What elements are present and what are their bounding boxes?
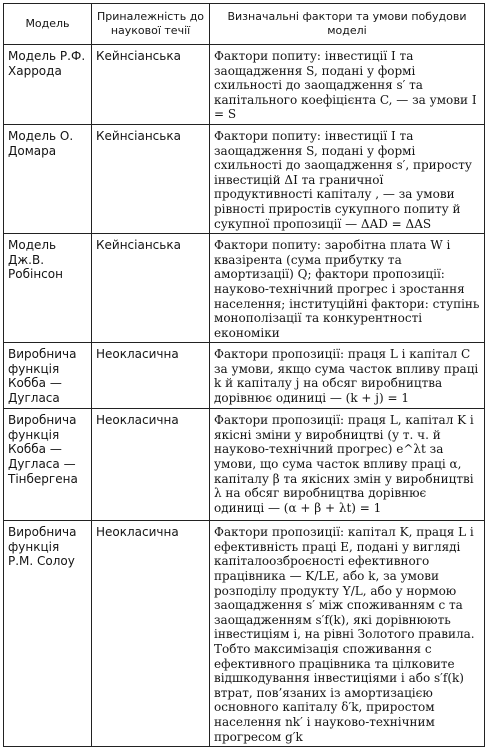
school-name: Кейнсіанська — [92, 124, 210, 233]
header-factors: Визначальні фактори та умови побудови моделі — [210, 4, 485, 45]
school-name: Неокласична — [92, 521, 210, 747]
school-name: Неокласична — [92, 409, 210, 521]
school-name: Неокласична — [92, 343, 210, 409]
model-name: Виробнича функція Кобба — Дугласа — [4, 343, 92, 409]
table-row — [4, 45, 485, 125]
school-name: Кейнсіанська — [92, 45, 210, 125]
model-name: Виробнича функція Кобба — Дугласа — Тінбергена — [4, 409, 92, 521]
table-row — [4, 521, 485, 747]
model-factors: Фактори пропозиції: праця L, капітал K і якісні зміни у виробництві (у т. ч. й науково-технічний прогрес) e^λt за умови, що сума часток впливу праці α, капіталу β та якісних змін у виробництві λ на обсяг виробництва дорівнює одиниці — (α + β + λt) = 1 — [210, 409, 485, 521]
school-name: Кейнсіанська — [92, 234, 210, 343]
model-factors: Фактори пропозиції: праця L і капітал C за умови, якщо сума часток впливу праці k й капіталу j на обсяг виробництва дорівнює одиниці — (k + j) = 1 — [210, 343, 485, 409]
model-name: Виробнича функція Р.М. Солоу — [4, 521, 92, 747]
table-row — [4, 124, 485, 233]
model-factors: Фактори попиту: заробітна плата W і квазірента (сума прибутку та амортизації) Q; фактори пропозиції: науково-технічний прогрес і зростання населення; інституційні фактори: ступінь монополізації та конкурентності економіки — [210, 234, 485, 343]
header-model: Модель — [4, 4, 92, 45]
model-factors: Фактори пропозиції: капітал K, праця L і ефективність праці E, подані у вигляді капіталоозброєності ефективного працівника — K/LE, або k, за умови розподілу продукту Y/L, або y нормою заощадження s′ між споживанням c та заощадженням s′f(k), які дорівнюють інвестиціям i, на рівні Золотого правила. Тобто максимізація споживання c ефективного працівника та цілковите відшкодування інвестиціями i або s′f(k) втрат, пов’язаних із амортизацією основного капіталу δ′k, приростом населення nk′ і науково-технічним прогресом g′k — [210, 521, 485, 747]
model-name: Модель О. Домара — [4, 124, 92, 233]
table-row — [4, 409, 485, 521]
table-row — [4, 234, 485, 343]
model-factors: Фактори попиту: інвестиції I та заощадження S, подані у формі схильності до заощадження s′ та капітального коефіцієнта C, — за умови I = S — [210, 45, 485, 125]
table-row — [4, 343, 485, 409]
model-name: Модель Дж.В. Робінсон — [4, 234, 92, 343]
header-school: Приналежність до наукової течії — [92, 4, 210, 45]
growth-models-table — [3, 3, 485, 747]
header-row — [4, 4, 485, 45]
model-factors: Фактори попиту: інвестиції I та заощадження S, подані у формі схильності до заощадження s′, приросту інвестицій ΔI та граничної продуктивності капіталу , — за умови рівності приростів сукупного попиту й сукупної пропозиції — ΔAD = ΔAS — [210, 124, 485, 233]
model-name: Модель Р.Ф. Харрода — [4, 45, 92, 125]
